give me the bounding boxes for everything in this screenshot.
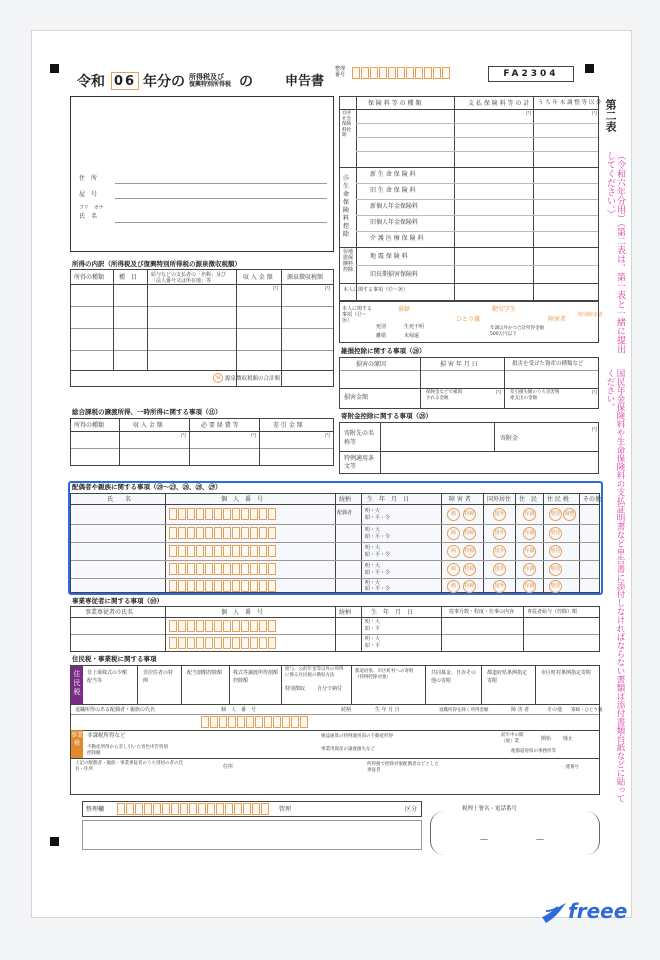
header-year-field[interactable]: 06 <box>111 72 139 90</box>
spouse-era-new: 昭・平・令 <box>365 515 391 521</box>
yago-label: 屋 号 <box>79 191 98 198</box>
resident-dep-birth: 生 年 月 日 <box>375 707 400 713</box>
insurance-col-type: 保 険 料 等 の 種 類 <box>368 100 422 107</box>
employee-col-work: 従事月数・程度・仕事の内容 <box>449 609 515 615</box>
header-era: 令和 <box>77 74 105 90</box>
disaster-col-line <box>420 358 421 408</box>
employee-col-birth: 生 年 月 日 <box>371 609 414 616</box>
furigana-label: フリ ガナ <box>79 205 104 211</box>
disaster-row-insurance: 保険金などで補填される金額 <box>426 390 462 401</box>
resident-dep-number: 個 人 番 号 <box>221 707 257 713</box>
relative-era-old: 明・大 <box>365 527 381 533</box>
registration-mark <box>585 64 594 73</box>
insurance-header-line <box>340 109 598 110</box>
personal-label: 本人に関する事項（⑰〜⑳） <box>343 287 409 293</box>
resident-col-dividend-credit: 配当割額控除額 <box>187 670 223 676</box>
flag-disabled-circle[interactable]: 障 <box>447 580 460 593</box>
income-col-withholding: 源泉徴収税額 <box>287 274 324 281</box>
insurance-unit: 円 <box>592 111 598 117</box>
transfer-col-kind: 所得の種類 <box>74 422 105 429</box>
employee-era-new: 昭・平 <box>365 626 381 632</box>
employee-col-line <box>441 607 442 651</box>
registration-mark <box>50 64 59 73</box>
side-note-submit: （令和六年分用）（第二表は、第一表と一緒に提出してください。） <box>605 151 625 354</box>
income-header-line <box>71 284 333 285</box>
donation-unit: 円 <box>592 427 598 433</box>
income-col-line <box>147 270 148 370</box>
donation-name-label: 寄附先の名称等 <box>344 430 375 446</box>
life-section-line <box>340 167 598 168</box>
income-unit: 円 <box>273 286 279 292</box>
resident-col-line <box>425 666 426 704</box>
flag-separate-circle[interactable]: 別居 <box>549 508 562 521</box>
header-title-mid: 年分の <box>143 74 185 90</box>
resident-col-charity: 共同募金、日赤その他の寄附 <box>431 670 477 684</box>
transfer-row-line <box>71 448 333 449</box>
personal-item-single-parent[interactable]: ひとり親 <box>456 316 481 323</box>
income-section-title: 所得の内訳（所得税及び復興特別所得税の源泉徴収税額） <box>72 260 241 268</box>
life-insurance-label: ⑮生命保険料控除 <box>343 175 350 238</box>
employee-number-cells[interactable] <box>169 620 277 632</box>
flag-special-disabled-circle[interactable]: 特障 <box>463 508 476 521</box>
tax-form-page <box>31 30 632 918</box>
resident-row-line <box>71 758 599 759</box>
relative-era-old: 明・大 <box>365 545 381 551</box>
quake-row-main: 地 震 保 険 料 <box>370 253 408 260</box>
shimei-label: 氏 名 <box>79 213 98 220</box>
resident-dependent-label: 退職所得のある配偶者・親族の氏名 <box>75 707 156 713</box>
resident-col-hometown: 都道府県、市区町村への寄附（特例控除対象） <box>355 669 414 680</box>
personal-check-unreturned[interactable]: 未帰還 <box>404 333 420 339</box>
employee-col-number: 個 人 番 号 <box>221 609 264 616</box>
jusho-label: 住 所 <box>79 175 98 182</box>
flag-special-disabled-circle[interactable]: 特障 <box>463 545 476 558</box>
business-tax-badge: 事業税 <box>71 730 83 758</box>
disaster-row-net: 差引損失額のうち災害関連支出の金額 <box>510 390 560 401</box>
employee-col-line <box>361 607 362 651</box>
life-row-care: 介 護 医 療 保 険 料 <box>370 235 424 242</box>
donation-col-line <box>494 423 495 451</box>
disaster-unit: 円 <box>496 390 502 396</box>
employee-col-relation: 続柄 <box>339 609 352 616</box>
tax-agent-field[interactable] <box>430 811 600 855</box>
life-row-line <box>356 215 598 216</box>
resident-collect-self[interactable]: 自分で納付 <box>317 686 343 692</box>
footer-office-row <box>82 820 422 850</box>
flag-yearend-circle[interactable]: 年調 <box>523 563 536 576</box>
employee-col-name: 事業専従者の氏名 <box>85 609 134 616</box>
biz-flag-stop[interactable]: 廃止 <box>563 736 574 742</box>
disaster-col-cause: 損害の原因 <box>356 361 387 368</box>
biz-row-asset-loss: 事業用資産の譲渡損失など <box>321 747 375 752</box>
employee-table <box>70 606 600 652</box>
life-row-new-pension: 新個人年金保険料 <box>370 203 419 210</box>
personal-check-unknown[interactable]: 生死不明 <box>404 324 425 330</box>
flag-yearend-circle[interactable]: 年調 <box>523 508 536 521</box>
header-title-no: の <box>239 74 253 90</box>
insurance-col-other: う ち 年 末 調 整 等 以 外 <box>538 100 602 106</box>
spouse-col-other: その他 <box>583 496 602 503</box>
personal-check-divorce[interactable]: 離婚 <box>376 333 387 339</box>
life-row-line <box>356 199 598 200</box>
income-col-line <box>236 270 237 386</box>
employee-col-line <box>165 607 166 651</box>
income-col-kind: 所得の種類 <box>74 274 105 281</box>
flag-adjust-circle[interactable]: 調整 <box>563 508 576 521</box>
life-row-old-pension: 旧個人年金保険料 <box>370 219 419 226</box>
resident-col-small-dividend: 非上場株式の少額配当等 <box>87 670 128 684</box>
footer-number-cells[interactable] <box>117 803 270 815</box>
flag-disabled-circle[interactable]: 障 <box>447 527 460 540</box>
life-row-line <box>356 231 598 232</box>
income-col-payer: 給与などの支払者の「名称」及び「法人番号又は所在地」等 <box>151 272 227 284</box>
transfer-col-revenue: 収 入 金 額 <box>133 422 163 429</box>
transfer-unit: 円 <box>325 433 331 439</box>
income-total-label: 源泉徴収税額の合計額 <box>225 376 281 382</box>
resident-col-prefecture: 都道府県条例指定寄附 <box>487 670 528 684</box>
income-row-line <box>71 328 333 329</box>
resident-table <box>70 665 603 795</box>
personal-box <box>339 301 604 343</box>
resident-dep-relation: 続柄 <box>341 707 352 713</box>
flag-abroad-circle[interactable]: 国外 <box>493 508 506 521</box>
registration-mark <box>50 837 59 846</box>
resident-dep-other: その他 <box>547 707 563 713</box>
income-col-item: 種 目 <box>119 274 138 281</box>
life-row-new: 新 生 命 保 険 料 <box>370 171 416 178</box>
employee-era-old: 明・大 <box>365 619 381 625</box>
employee-number-cells[interactable] <box>169 637 277 649</box>
resident-address-label: 上記の配偶者・親族・事業専従者のうち別居の者の氏名・住所 <box>75 761 183 772</box>
income-row-line <box>71 350 333 351</box>
transfer-col-line <box>189 419 190 465</box>
donation-amount-label: 寄附金 <box>500 435 519 442</box>
income-total-line <box>71 370 333 371</box>
income-row-line <box>71 306 333 307</box>
resident-col-line <box>281 666 282 704</box>
insurance-col-paid: 支 払 保 険 料 等 の 計 <box>468 100 530 107</box>
biz-row-other-office: 他都道府県の事務所等 <box>511 749 556 754</box>
relative-era-new: 昭・平・令 <box>365 534 391 540</box>
footer-kubun-label: 区分 <box>405 806 418 813</box>
shimei-line <box>115 222 327 223</box>
flag-abroad-circle[interactable]: 国外 <box>493 563 506 576</box>
seiri-number-cells[interactable] <box>352 67 451 79</box>
disaster-row-line <box>340 370 598 371</box>
resident-col-line <box>181 666 182 704</box>
flag-abroad-circle[interactable]: 国外 <box>493 545 506 558</box>
resident-section-title: 住民税・事業税に関する事項 <box>72 655 157 663</box>
quake-insurance-label: ⑯地震保険料控除 <box>343 249 354 273</box>
insurance-row-line <box>356 151 598 152</box>
personal-item-special-disabled[interactable]: 特別障害者 <box>578 312 604 318</box>
relative-era-new: 昭・平・令 <box>365 552 391 558</box>
employee-col-salary: 専従者給与（控除）額 <box>527 609 578 615</box>
income-col-revenue: 収 入 金 額 <box>243 274 273 281</box>
flag-yearend-circle[interactable]: 年調 <box>523 580 536 593</box>
flag-abroad-circle[interactable]: 国外 <box>493 527 506 540</box>
flag-disabled-circle[interactable]: 障 <box>447 563 460 576</box>
employee-col-line <box>523 607 524 651</box>
donation-special-label: 特例適用条文等 <box>344 455 375 470</box>
transfer-unit: 円 <box>181 433 187 439</box>
spouse-section-title: 配偶者や親族に関する事項（⑳〜㉓、㉖、㉘、㉙） <box>72 483 222 491</box>
employee-col-line <box>335 607 336 651</box>
insurance-unit: 円 <box>526 111 532 117</box>
flag-disabled-circle[interactable]: 障 <box>447 545 460 558</box>
donation-col-line <box>380 423 381 473</box>
spouse-col-birth: 生 年 月 日 <box>367 496 410 503</box>
transfer-unit: 円 <box>251 433 257 439</box>
footer-seiri-label: 整理欄 <box>86 806 105 813</box>
freee-logo-text: freee <box>568 899 628 923</box>
resident-dep-widow: 寡婦・ひとり親 <box>571 708 603 713</box>
spouse-col-relation: 続柄 <box>339 496 352 503</box>
flag-special-disabled-circle[interactable]: 特障 <box>463 563 476 576</box>
resident-col-line <box>229 666 230 704</box>
flag-separate-circle[interactable]: 別居 <box>549 545 562 558</box>
disaster-col-asset: 損害を受けた資産の種類など <box>512 361 584 367</box>
flag-yearend-circle[interactable]: 年調 <box>523 545 536 558</box>
employee-era-new: 昭・平 <box>365 643 381 649</box>
employee-era-old: 明・大 <box>365 636 381 642</box>
relative-era-old: 明・大 <box>365 563 381 569</box>
seiri-label: 整理番号 <box>335 66 346 78</box>
spouse-era-old: 明・大 <box>365 508 381 514</box>
relative-era-new: 昭・平・令 <box>365 570 391 576</box>
flag-separate-circle[interactable]: 別居 <box>549 527 562 540</box>
donation-row-line <box>340 451 598 452</box>
spouse-col-resident: 住 民 <box>519 496 538 503</box>
income-table <box>70 269 334 387</box>
relative-era-new: 昭・平・令 <box>365 586 391 592</box>
resident-col-nonresident: 非居住者の特例 <box>143 670 174 684</box>
personal-box-label: 本人に関する事項（⑰〜⑳） <box>342 306 373 324</box>
resident-dep-income: 退職所得を除く所得金額 <box>439 708 489 713</box>
life-row-line <box>356 183 598 184</box>
flag-special-disabled-circle[interactable]: 特障 <box>463 580 476 593</box>
spouse-col-number: 個 人 番 号 <box>221 496 264 503</box>
quake-row-line <box>356 265 598 266</box>
resident-row-line <box>71 714 599 715</box>
employee-section-title: 事業専従者に関する事項（㊿） <box>72 597 163 605</box>
disaster-col-line <box>504 358 505 408</box>
income-col-line <box>113 270 114 370</box>
donation-section-title: 寄附金控除に関する事項（㉘） <box>341 412 432 420</box>
resident-dep-number-cells[interactable] <box>201 716 309 728</box>
footer-seiri-row <box>82 801 422 817</box>
biz-row-opening: 前年中の開（廃）業 <box>501 733 524 744</box>
resident-tax-badge: 住民税 <box>71 666 83 704</box>
personal-item-widow[interactable]: 寡婦 <box>398 306 411 313</box>
income-col-line <box>281 270 282 386</box>
resident-fusai-label: 所得税で控除対象配偶者などとした専従者 <box>367 762 439 773</box>
income-unit: 円 <box>325 286 331 292</box>
flag-separate-circle[interactable]: 別居 <box>549 580 562 593</box>
disaster-table <box>339 357 599 409</box>
biz-row-real-estate: 損益通算の特例適用前の不動産所得 <box>321 734 393 739</box>
side-vertical-title: 第二表 <box>604 99 617 132</box>
header-title-end: 申告書 <box>285 74 325 89</box>
quake-row-old: 旧長期損害保険料 <box>370 271 419 278</box>
personal-item-student[interactable]: 勤労学生 <box>492 306 517 313</box>
life-row-old: 旧 生 命 保 険 料 <box>370 187 416 194</box>
flag-separate-circle[interactable]: 別居 <box>549 563 562 576</box>
header-title-small-1: 所得税及び <box>189 73 224 81</box>
insurance-table <box>339 96 602 301</box>
side-note-attach: 国民年金保険料や生命保険料の支払証明書など申告書に添付しなければならない書類は添付書類台紙などに貼ってください。 <box>605 369 625 803</box>
transfer-section-title: 総合課税の譲渡所得、一時所得に関する事項（⑪） <box>72 408 222 416</box>
resident-dep-disabled: 障 害 者 <box>511 707 530 713</box>
income-total-number: 48 <box>213 373 223 383</box>
header-title-small-2: 復興特別所得税 <box>189 81 232 88</box>
phone-dash: － <box>479 835 489 846</box>
insurance-row-line <box>356 137 598 138</box>
flag-abroad-circle[interactable]: 国外 <box>493 580 506 593</box>
resident-col-line <box>351 666 352 704</box>
disaster-unit: 円 <box>592 390 598 396</box>
biz-row-blue-credit: 不動産所得から差し引いた青色申告特別控除額 <box>87 745 168 756</box>
personal-item-disabled[interactable]: 障害者 <box>548 316 567 323</box>
phone-dash: － <box>535 835 545 846</box>
relative-era-old: 明・大 <box>365 580 381 586</box>
flag-special-disabled-circle[interactable]: 特障 <box>463 527 476 540</box>
resident-col-stock-credit: 株式等譲渡所得割額控除額 <box>233 670 279 684</box>
quake-section-line <box>340 247 598 248</box>
resident-col-line <box>137 666 138 704</box>
flag-yearend-circle[interactable]: 年調 <box>523 527 536 540</box>
resident-row-line <box>71 730 599 731</box>
spouse-col-name: 氏 名 <box>107 496 132 503</box>
freee-logo <box>540 897 640 929</box>
footer-kanri-label: 管理 <box>279 806 292 813</box>
transfer-col-net: 差 引 金 額 <box>273 422 303 429</box>
tax-agent-label: 税理士署名・電話番号 <box>462 806 518 812</box>
address-box <box>70 96 334 252</box>
spouse-col-abroad: 国外居住 <box>487 496 512 503</box>
resident-col-municipality: 市区町村条例指定寄附 <box>541 670 592 676</box>
disaster-row-loss: 損害金額 <box>344 394 369 401</box>
insurance-bottom-line <box>340 283 598 284</box>
yago-line <box>115 198 327 199</box>
insurance-row-line <box>356 123 598 124</box>
resident-col-line <box>535 666 536 704</box>
jusho-line <box>115 183 327 184</box>
biz-row-nontaxable: 非課税所得など <box>87 733 126 739</box>
disaster-row-line <box>340 388 598 389</box>
form-code: FA2304 <box>488 66 574 82</box>
social-insurance-label: ⑬⑭社会保険料控除 <box>342 111 351 138</box>
spouse-col-resident-tax: 住 民 税 <box>547 496 569 503</box>
biz-flag-start[interactable]: 開始 <box>541 736 552 742</box>
spouse-col-disabled: 障 害 者 <box>449 496 471 503</box>
spouse-relation-label: 配偶者 <box>337 510 353 516</box>
spouse-section-highlight <box>68 481 603 595</box>
disaster-section-title: 雑損控除に関する事項（㉖） <box>341 347 426 355</box>
transfer-header-line <box>71 431 333 432</box>
donation-table <box>339 422 599 474</box>
personal-check-death[interactable]: 死別 <box>376 324 387 330</box>
transfer-col-line <box>259 419 260 465</box>
flag-disabled-circle[interactable]: 障 <box>447 508 460 521</box>
resident-address-col: 住所 <box>223 764 234 770</box>
resident-col-line <box>481 666 482 704</box>
personal-check-income-limit[interactable]: 年調以外かつ合計所得金額500万円以下 <box>490 326 544 337</box>
resident-col-collection: 給与、公的年金等以外の所得に係る住民税の徴収方法 <box>285 667 344 678</box>
resident-serial-label: 一連番号 <box>561 765 579 770</box>
transfer-col-expense: 必 要 経 費 等 <box>201 422 239 429</box>
transfer-table <box>70 418 334 466</box>
freee-bird-icon <box>540 899 570 925</box>
disaster-col-date: 損 害 年 月 日 <box>440 361 478 368</box>
resident-collect-special[interactable]: 特別徴収 <box>285 686 306 692</box>
resident-row-line <box>71 704 599 705</box>
transfer-col-line <box>119 419 120 465</box>
